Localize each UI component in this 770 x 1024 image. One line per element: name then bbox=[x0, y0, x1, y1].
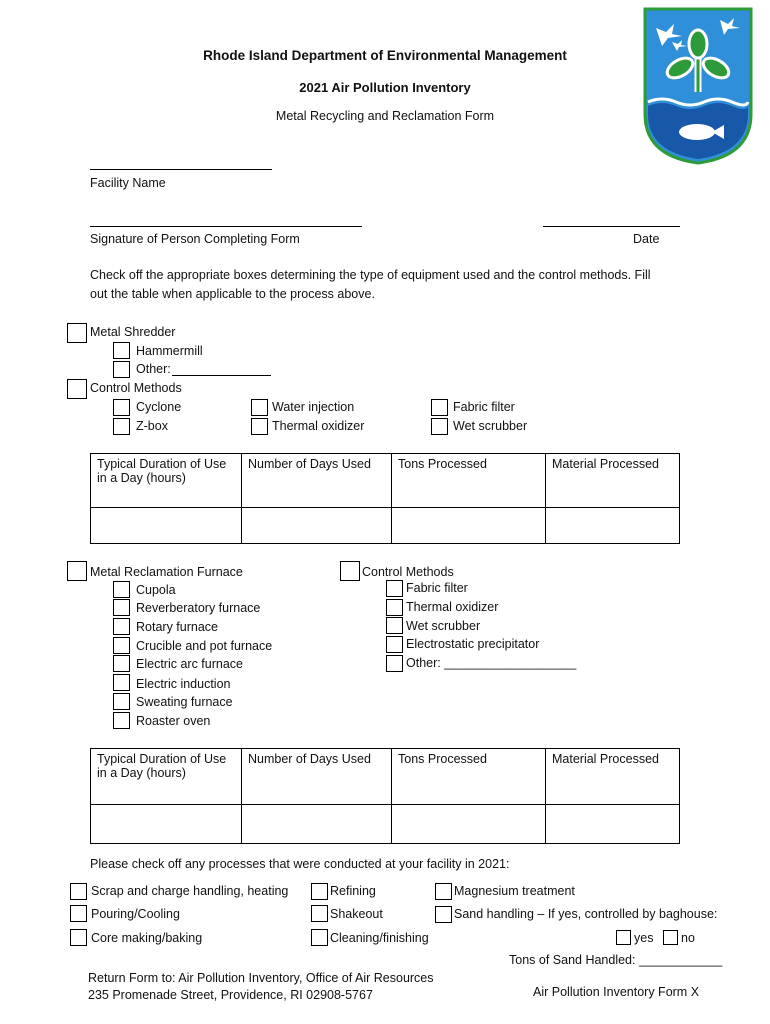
magnesium-checkbox[interactable] bbox=[435, 883, 452, 900]
electric-arc-label: Electric arc furnace bbox=[136, 657, 243, 671]
duration-cell[interactable] bbox=[91, 805, 242, 844]
core-making-label: Core making/baking bbox=[91, 931, 203, 945]
baghouse-no-label: no bbox=[681, 931, 695, 945]
rotary-label: Rotary furnace bbox=[136, 620, 218, 634]
furnace-control-label: Control Methods bbox=[362, 565, 454, 579]
date-field[interactable] bbox=[543, 226, 680, 227]
shredder-wet-scrubber-checkbox[interactable] bbox=[431, 418, 448, 435]
shredder-other-checkbox[interactable] bbox=[113, 361, 130, 378]
roaster-checkbox[interactable] bbox=[113, 712, 130, 729]
sweating-label: Sweating furnace bbox=[136, 695, 233, 709]
sweating-checkbox[interactable] bbox=[113, 693, 130, 710]
days-header: Number of Days Used bbox=[242, 454, 392, 508]
cyclone-checkbox[interactable] bbox=[113, 399, 130, 416]
furnace-usage-table bbox=[90, 748, 680, 844]
facility-name-field[interactable] bbox=[90, 169, 272, 170]
inventory-title: 2021 Air Pollution Inventory bbox=[299, 80, 471, 95]
shredder-usage-table bbox=[90, 453, 680, 544]
signature-label: Signature of Person Completing Form bbox=[90, 232, 300, 246]
roaster-label: Roaster oven bbox=[136, 714, 211, 728]
date-label: Date bbox=[633, 232, 660, 246]
electric-induction-checkbox[interactable] bbox=[113, 674, 130, 691]
shredder-fabric-filter-label: Fabric filter bbox=[453, 400, 515, 414]
tons-header: Tons Processed bbox=[392, 454, 546, 508]
agency-title: Rhode Island Department of Environmental Management bbox=[203, 48, 567, 63]
furnace-wet-scrubber-checkbox[interactable] bbox=[386, 617, 403, 634]
form-title: Metal Recycling and Reclamation Form bbox=[275, 109, 495, 123]
electric-induction-label: Electric induction bbox=[136, 677, 231, 691]
magnesium-label: Magnesium treatment bbox=[454, 884, 575, 898]
return-address-line1: Return Form to: Air Pollution Inventory, Office of Air Resources bbox=[88, 971, 434, 985]
hammermill-label: Hammermill bbox=[136, 344, 203, 358]
instructions-line1: Check off the appropriate boxes determining the type of equipment used and the control methods. Fill bbox=[90, 268, 651, 282]
cupola-checkbox[interactable] bbox=[113, 581, 130, 598]
cleaning-label: Cleaning/finishing bbox=[330, 931, 429, 945]
duration-header: Typical Duration of Use in a Day (hours) bbox=[91, 454, 242, 508]
furnace-other-checkbox[interactable] bbox=[386, 655, 403, 672]
pouring-checkbox[interactable] bbox=[70, 905, 87, 922]
electric-arc-checkbox[interactable] bbox=[113, 655, 130, 672]
shredder-thermal-oxidizer-label: Thermal oxidizer bbox=[272, 419, 365, 433]
metal-shredder-checkbox[interactable] bbox=[67, 323, 87, 343]
return-address-line2: 235 Promenade Street, Providence, RI 02908-5767 bbox=[88, 988, 373, 1002]
core-making-checkbox[interactable] bbox=[70, 929, 87, 946]
electrostatic-label: Electrostatic precipitator bbox=[406, 637, 540, 651]
instructions-line2: out the table when applicable to the process above. bbox=[90, 287, 375, 301]
furnace-fabric-filter-label: Fabric filter bbox=[406, 581, 468, 595]
refining-label: Refining bbox=[330, 884, 376, 898]
sand-tons-field[interactable]: Tons of Sand Handled: ____________ bbox=[509, 953, 723, 967]
baghouse-no-checkbox[interactable] bbox=[663, 930, 678, 945]
shakeout-label: Shakeout bbox=[330, 907, 383, 921]
shredder-fabric-filter-checkbox[interactable] bbox=[431, 399, 448, 416]
shredder-other-label: Other: bbox=[136, 362, 171, 376]
signature-field[interactable] bbox=[90, 226, 362, 227]
rotary-checkbox[interactable] bbox=[113, 618, 130, 635]
scrap-label: Scrap and charge handling, heating bbox=[91, 884, 289, 898]
furnace-wet-scrubber-label: Wet scrubber bbox=[406, 619, 481, 633]
hammermill-checkbox[interactable] bbox=[113, 342, 130, 359]
sand-handling-label: Sand handling – If yes, controlled by baghouse: bbox=[454, 907, 718, 921]
furnace-other-label: Other: ___________________ bbox=[406, 656, 577, 670]
furnace-control-checkbox[interactable] bbox=[340, 561, 360, 581]
material-cell[interactable] bbox=[546, 805, 680, 844]
furnace-thermal-oxidizer-label: Thermal oxidizer bbox=[406, 600, 499, 614]
sand-handling-checkbox[interactable] bbox=[435, 906, 452, 923]
reverberatory-label: Reverberatory furnace bbox=[136, 601, 261, 615]
shredder-other-field[interactable] bbox=[172, 375, 271, 376]
material-cell[interactable] bbox=[546, 508, 680, 544]
shakeout-checkbox[interactable] bbox=[311, 905, 328, 922]
water-injection-checkbox[interactable] bbox=[251, 399, 268, 416]
metal-shredder-label: Metal Shredder bbox=[90, 325, 176, 339]
duration-cell[interactable] bbox=[91, 508, 242, 544]
days-cell[interactable] bbox=[242, 805, 392, 844]
shredder-thermal-oxidizer-checkbox[interactable] bbox=[251, 418, 268, 435]
material-header: Material Processed bbox=[546, 454, 680, 508]
scrap-checkbox[interactable] bbox=[70, 883, 87, 900]
tons-header: Tons Processed bbox=[392, 749, 546, 805]
tons-cell[interactable] bbox=[392, 805, 546, 844]
processes-prompt: Please check off any processes that were conducted at your facility in 2021: bbox=[90, 857, 510, 871]
reverberatory-checkbox[interactable] bbox=[113, 599, 130, 616]
furnace-checkbox[interactable] bbox=[67, 561, 87, 581]
days-header: Number of Days Used bbox=[242, 749, 392, 805]
electrostatic-checkbox[interactable] bbox=[386, 636, 403, 653]
cyclone-label: Cyclone bbox=[136, 400, 182, 414]
shredder-control-label: Control Methods bbox=[90, 381, 182, 395]
shredder-control-checkbox[interactable] bbox=[67, 379, 87, 399]
furnace-label: Metal Reclamation Furnace bbox=[90, 565, 243, 579]
duration-header: Typical Duration of Use in a Day (hours) bbox=[91, 749, 242, 805]
days-cell[interactable] bbox=[242, 508, 392, 544]
crucible-label: Crucible and pot furnace bbox=[136, 639, 273, 653]
form-id: Air Pollution Inventory Form X bbox=[533, 985, 700, 999]
crucible-checkbox[interactable] bbox=[113, 637, 130, 654]
cupola-label: Cupola bbox=[136, 583, 176, 597]
material-header: Material Processed bbox=[546, 749, 680, 805]
water-injection-label: Water injection bbox=[272, 400, 355, 414]
zbox-checkbox[interactable] bbox=[113, 418, 130, 435]
baghouse-yes-checkbox[interactable] bbox=[616, 930, 631, 945]
furnace-thermal-oxidizer-checkbox[interactable] bbox=[386, 599, 403, 616]
shredder-wet-scrubber-label: Wet scrubber bbox=[453, 419, 528, 433]
tons-cell[interactable] bbox=[392, 508, 546, 544]
furnace-fabric-filter-checkbox[interactable] bbox=[386, 580, 403, 597]
refining-checkbox[interactable] bbox=[311, 883, 328, 900]
pouring-label: Pouring/Cooling bbox=[91, 907, 180, 921]
zbox-label: Z-box bbox=[136, 419, 168, 433]
facility-name-label: Facility Name bbox=[90, 176, 166, 190]
cleaning-checkbox[interactable] bbox=[311, 929, 328, 946]
baghouse-yes-label: yes bbox=[634, 931, 654, 945]
